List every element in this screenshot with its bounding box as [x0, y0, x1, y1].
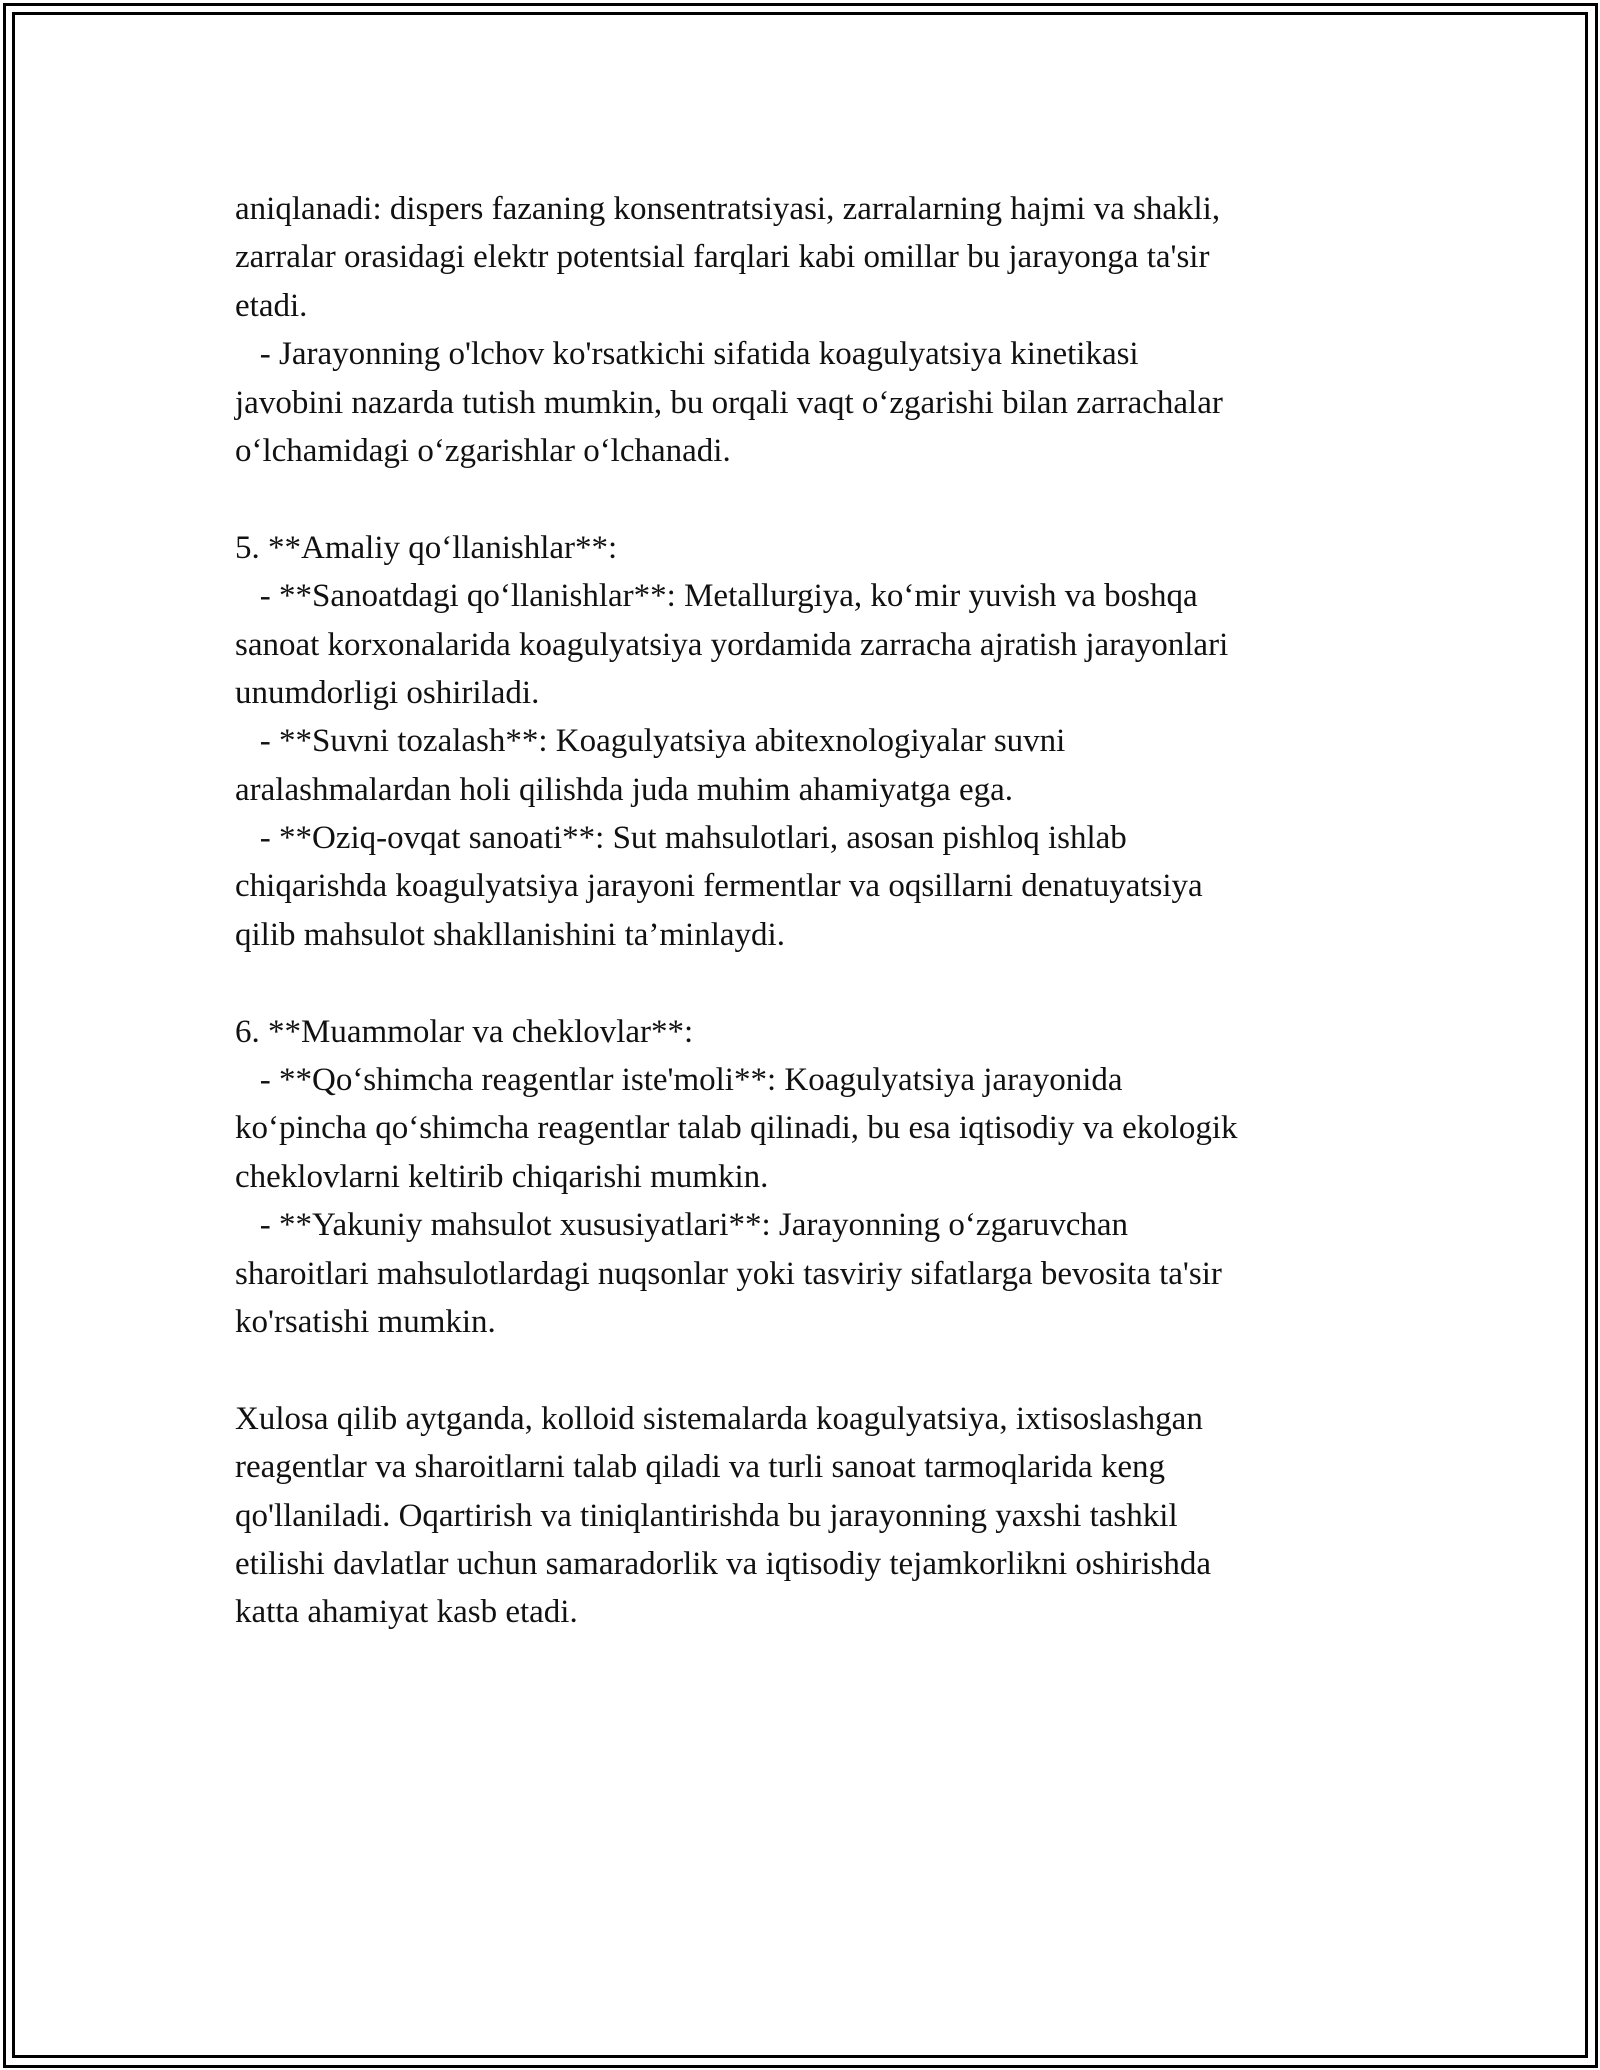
- text-line: etilishi davlatlar uchun samaradorlik va iqtisodiy tejamkorlikni oshirishda: [235, 1545, 1212, 1582]
- document-body: [235, 185, 1415, 1637]
- section-heading: 5. **Amaliy qo‘llanishlar**:: [235, 529, 618, 566]
- text-line: katta ahamiyat kasb etadi.: [235, 1594, 578, 1631]
- paragraph-conclusion: [235, 1395, 1415, 1637]
- text-line: - **Suvni tozalash**: Koagulyatsiya abitexnologiyalar suvni: [235, 723, 1066, 760]
- text-line: qilib mahsulot shakllanishini ta’minlaydi.: [235, 916, 785, 953]
- text-line: reagentlar va sharoitlarni talab qiladi va turli sanoat tarmoqlarida keng: [235, 1449, 1166, 1486]
- text-line: sanoat korxonalarida koagulyatsiya yordamida zarracha ajratish jarayonlari: [235, 626, 1229, 663]
- paragraph-coagulation-factors: [235, 185, 1415, 475]
- text-line: zarralar orasidagi elektr potentsial farqlari kabi omillar bu jarayonga ta'sir: [235, 239, 1210, 276]
- text-line: ko‘pincha qo‘shimcha reagentlar talab qilinadi, bu esa iqtisodiy va ekologik: [235, 1110, 1238, 1147]
- text-line: qo'llaniladi. Oqartirish va tiniqlantirishda bu jarayonning yaxshi tashkil: [235, 1497, 1178, 1534]
- text-line: - **Qo‘shimcha reagentlar iste'moli**: Koagulyatsiya jarayonida: [235, 1062, 1123, 1099]
- section-problems-limitations: [235, 1008, 1415, 1347]
- text-line: etadi.: [235, 287, 308, 324]
- paragraph-spacer: [235, 959, 1415, 1007]
- section-heading: 6. **Muammolar va cheklovlar**:: [235, 1013, 694, 1050]
- text-line: chiqarishda koagulyatsiya jarayoni fermentlar va oqsillarni denatuyatsiya: [235, 868, 1203, 905]
- text-line: sharoitlari mahsulotlardagi nuqsonlar yoki tasviriy sifatlarga bevosita ta'sir: [235, 1255, 1222, 1292]
- text-line: - Jarayonning o'lchov ko'rsatkichi sifatida koagulyatsiya kinetikasi: [235, 336, 1139, 373]
- paragraph-spacer: [235, 1346, 1415, 1394]
- text-line: - **Oziq-ovqat sanoati**: Sut mahsulotlari, asosan pishloq ishlab: [235, 820, 1127, 857]
- paragraph-spacer: [235, 475, 1415, 523]
- text-line: aniqlanadi: dispers fazaning konsentratsiyasi, zarralarning hajmi va shakli,: [235, 191, 1221, 227]
- text-line: o‘lchamidagi o‘zgarishlar o‘lchanadi.: [235, 432, 731, 469]
- text-line: ko'rsatishi mumkin.: [235, 1303, 496, 1340]
- text-line: javobini nazarda tutish mumkin, bu orqali vaqt o‘zgarishi bilan zarrachalar: [235, 384, 1223, 421]
- text-line: cheklovlarni keltirib chiqarishi mumkin.: [235, 1158, 769, 1195]
- text-line: aralashmalardan holi qilishda juda muhim ahamiyatga ega.: [235, 771, 1013, 808]
- text-line: Xulosa qilib aytganda, kolloid sistemalarda koagulyatsiya, ixtisoslashgan: [235, 1400, 1203, 1437]
- text-line: - **Yakuniy mahsulot xususiyatlari**: Jarayonning o‘zgaruvchan: [235, 1207, 1128, 1244]
- text-line: unumdorligi oshiriladi.: [235, 674, 540, 711]
- text-line: - **Sanoatdagi qo‘llanishlar**: Metallurgiya, ko‘mir yuvish va boshqa: [235, 578, 1198, 615]
- section-practical-applications: [235, 524, 1415, 960]
